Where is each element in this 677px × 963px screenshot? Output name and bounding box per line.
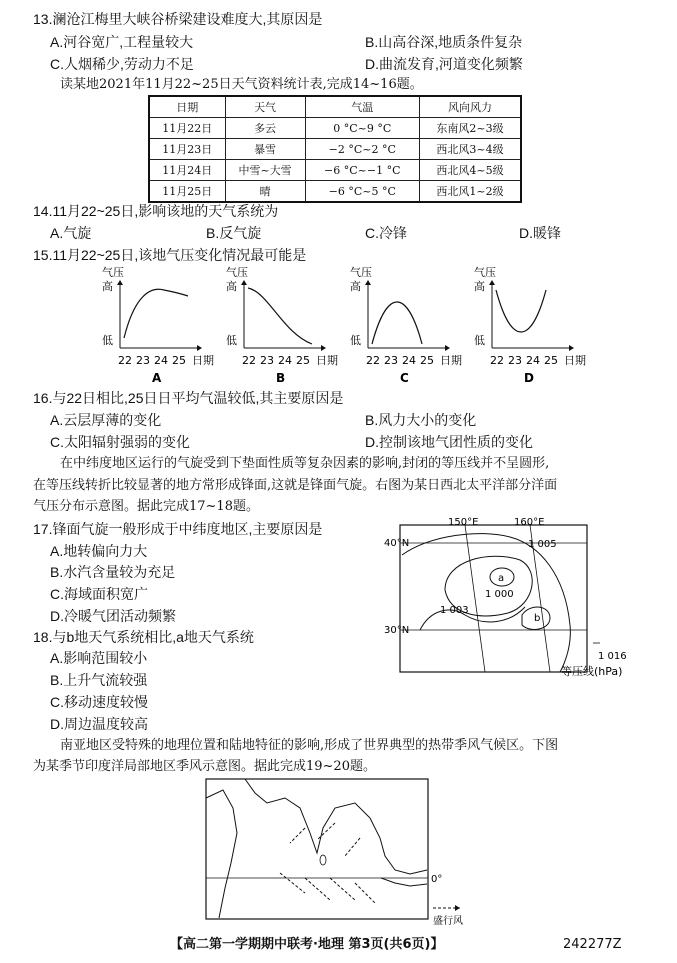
- graph-low-label: 低: [102, 334, 113, 347]
- q16-option-b: B.风力大小的变化: [365, 412, 477, 428]
- graph-tick-label: 24: [402, 354, 416, 367]
- arrow-up-icon: [241, 280, 247, 285]
- graph-tick-label: 25: [172, 354, 186, 367]
- table-cell: −2 °C~2 °C: [305, 139, 419, 160]
- intro-17-18-line3: 气压分布示意图。据此完成17~18题。: [33, 499, 259, 514]
- intro-19-20-line1: 南亚地区受特殊的地理位置和陆地特征的影响,形成了世界典型的热带季风气候区。下图: [60, 738, 559, 753]
- table-header: 日期: [149, 96, 225, 118]
- wind-arrow: [280, 873, 305, 893]
- table-row: [149, 118, 521, 139]
- legend-arrowhead-icon: [455, 905, 460, 911]
- intro-14-16: 读某地2021年11月22~25日天气资料统计表,完成14~16题。: [60, 77, 423, 92]
- arrow-up-icon: [117, 280, 123, 285]
- table-cell: 西北风1~2级: [420, 181, 522, 203]
- graph-tick-label: 23: [136, 354, 150, 367]
- table-cell: 0 °C~9 °C: [305, 118, 419, 139]
- q15-stem: 15.11月22~25日,该地气压变化情况最可能是: [33, 247, 307, 263]
- q16-option-d: D.控制该地气团性质的变化: [365, 434, 533, 450]
- q14-option-b: B.反气旋: [206, 225, 262, 241]
- q13-option-c: C.人烟稀少,劳动力不足: [50, 56, 194, 72]
- point-a-label: a: [498, 573, 505, 584]
- isobar-1016-label: 1 016: [598, 651, 627, 662]
- graph-tick-label: 22: [118, 354, 132, 367]
- pressure-curve: [248, 288, 312, 344]
- table-cell: 11月22日: [149, 118, 225, 139]
- graph-ylabel: 气压: [474, 266, 496, 279]
- q17-option-d: D.冷暖气团活动频繁: [50, 608, 176, 624]
- wind-arrow: [305, 878, 330, 900]
- arrow-up-icon: [489, 280, 495, 285]
- table-cell: 西北风4~5级: [420, 160, 522, 181]
- graph-letter: D: [524, 371, 534, 385]
- table-cell: 中雪~大雪: [225, 160, 305, 181]
- isobar-1000-label: 1 000: [485, 589, 514, 600]
- arrow-right-icon: [197, 345, 202, 351]
- arrow-right-icon: [569, 345, 574, 351]
- table-row: [149, 139, 521, 160]
- table-row: [149, 160, 521, 181]
- table-cell: −6 °C~5 °C: [305, 181, 419, 203]
- isobar-1005-label: 1 005: [528, 539, 557, 550]
- isobar-map: [384, 515, 635, 685]
- graph-tick-label: 23: [260, 354, 274, 367]
- indonesia-coastline: [381, 878, 427, 886]
- pressure-curve: [372, 302, 422, 344]
- q18-stem: 18.与b地天气系统相比,a地天气系统: [33, 629, 254, 645]
- footer-code: 242277Z: [563, 937, 622, 952]
- q14-option-c: C.冷锋: [365, 225, 407, 241]
- q18-option-a: A.影响范围较小: [50, 650, 148, 666]
- q16-option-a: A.云层厚薄的变化: [50, 412, 162, 428]
- q17-option-c: C.海域面积宽广: [50, 586, 148, 602]
- q13-option-d: D.曲流发育,河道变化频繁: [365, 56, 523, 72]
- q13-option-b: B.山高谷深,地质条件复杂: [365, 34, 523, 50]
- graph-tick-label: 25: [296, 354, 310, 367]
- wind-arrow: [330, 878, 355, 900]
- graph-tick-label: 24: [154, 354, 168, 367]
- table-cell: 西北风3~4级: [420, 139, 522, 160]
- longitude-160e-label: 160°E: [514, 517, 545, 528]
- graph-xlabel: 日期: [564, 354, 586, 367]
- q17-option-a: A.地转偏向力大: [50, 543, 148, 559]
- graph-letter: C: [400, 371, 409, 385]
- isobar-1003-label: 1 003: [440, 605, 469, 616]
- pressure-graphs: [90, 264, 630, 386]
- q16-option-c: C.太阳辐射强弱的变化: [50, 434, 190, 450]
- graph-xlabel: 日期: [440, 354, 462, 367]
- table-cell: 暴雪: [225, 139, 305, 160]
- table-header-row: [149, 96, 521, 118]
- monsoon-legend: 盛行风: [433, 916, 463, 927]
- latitude-0-label: 0°: [431, 874, 443, 885]
- graph-tick-label: 25: [420, 354, 434, 367]
- monsoon-map: [205, 778, 470, 930]
- table-header: 风向风力: [420, 96, 522, 118]
- isobar-legend: 等压线(hPa): [561, 665, 623, 678]
- africa-coastline: [206, 790, 237, 918]
- pressure-graph: [350, 265, 462, 385]
- graph-high-label: 高: [474, 280, 485, 293]
- graph-tick-label: 24: [526, 354, 540, 367]
- pressure-graph: [226, 265, 338, 385]
- pressure-graph: [102, 265, 214, 385]
- graph-high-label: 高: [226, 280, 237, 293]
- longitude-150e-label: 150°E: [448, 517, 479, 528]
- isobar-1003: [420, 607, 525, 630]
- point-b-label: b: [534, 613, 541, 624]
- latitude-40n-label: 40°N: [384, 538, 410, 549]
- graph-tick-label: 22: [366, 354, 380, 367]
- graph-tick-label: 24: [278, 354, 292, 367]
- sri-lanka-island: [320, 855, 326, 865]
- q18-option-c: C.移动速度较慢: [50, 694, 148, 710]
- graph-ylabel: 气压: [226, 266, 248, 279]
- table-cell: 11月24日: [149, 160, 225, 181]
- graph-tick-label: 22: [242, 354, 256, 367]
- graph-low-label: 低: [350, 334, 361, 347]
- q13-option-a: A.河谷宽广,工程量较大: [50, 34, 194, 50]
- wind-arrow: [290, 828, 305, 843]
- q16-stem: 16.与22日相比,25日日平均气温较低,其主要原因是: [33, 390, 344, 406]
- intro-17-18-line1: 在中纬度地区运行的气旋受到下垫面性质等复杂因素的影响,封闭的等压线并不呈圆形,: [60, 456, 550, 471]
- graph-low-label: 低: [474, 334, 485, 347]
- q13-stem: 13.澜沧江梅里大峡谷桥梁建设难度大,其原因是: [33, 11, 323, 27]
- graph-tick-label: 22: [490, 354, 504, 367]
- wind-arrow: [355, 883, 375, 903]
- graph-tick-label: 25: [544, 354, 558, 367]
- graph-low-label: 低: [226, 334, 237, 347]
- q14-stem: 14.11月22~25日,影响该地的天气系统为: [33, 203, 279, 219]
- intro-19-20-line2: 为某季节印度洋局部地区季风示意图。据此完成19~20题。: [33, 759, 376, 774]
- graph-tick-label: 23: [508, 354, 522, 367]
- latitude-30n-label: 30°N: [384, 625, 410, 636]
- table-header: 气温: [305, 96, 419, 118]
- q17-option-b: B.水汽含量较为充足: [50, 564, 176, 580]
- weather-table: [148, 95, 522, 203]
- table-header: 天气: [225, 96, 305, 118]
- q14-option-d: D.暖锋: [519, 225, 561, 241]
- wind-arrow: [317, 823, 335, 840]
- table-cell: 11月25日: [149, 181, 225, 203]
- graph-high-label: 高: [350, 280, 361, 293]
- q18-option-d: D.周边温度较高: [50, 716, 148, 732]
- pressure-curve: [124, 289, 188, 338]
- southeast-asia-coastline: [370, 818, 427, 874]
- graph-letter: B: [276, 371, 286, 385]
- pressure-graph: [474, 265, 586, 385]
- arrow-right-icon: [321, 345, 326, 351]
- table-cell: 多云: [225, 118, 305, 139]
- graph-letter: A: [152, 371, 162, 385]
- footer-title: 【高二第一学期期中联考·地理 第3页(共6页)】: [170, 937, 444, 952]
- arrow-right-icon: [445, 345, 450, 351]
- q14-option-a: A.气旋: [50, 225, 92, 241]
- graph-ylabel: 气压: [350, 266, 372, 279]
- arrow-up-icon: [365, 280, 371, 285]
- intro-17-18-line2: 在等压线转折比较显著的地方常形成锋面,这就是锋面气旋。右图为某日西北太平洋部分洋面: [33, 478, 558, 493]
- pressure-graph-group: [102, 265, 586, 385]
- map-frame: [206, 779, 428, 919]
- q17-stem: 17.锋面气旋一般形成于中纬度地区,主要原因是: [33, 521, 323, 537]
- q18-option-b: B.上升气流较强: [50, 672, 148, 688]
- graph-tick-label: 23: [384, 354, 398, 367]
- table-cell: 11月23日: [149, 139, 225, 160]
- table-row: [149, 181, 521, 203]
- longitude-150e-line: [465, 525, 485, 672]
- table-cell: −6 °C~−1 °C: [305, 160, 419, 181]
- isobar-1005: [402, 534, 570, 672]
- graph-ylabel: 气压: [102, 266, 124, 279]
- table-cell: 晴: [225, 181, 305, 203]
- wind-arrows: [280, 823, 375, 903]
- table-cell: 东南风2~3级: [420, 118, 522, 139]
- wind-arrow: [345, 838, 360, 856]
- pressure-curve: [496, 290, 546, 332]
- graph-xlabel: 日期: [192, 354, 214, 367]
- south-asia-coastline: [245, 779, 370, 853]
- graph-high-label: 高: [102, 280, 113, 293]
- graph-xlabel: 日期: [316, 354, 338, 367]
